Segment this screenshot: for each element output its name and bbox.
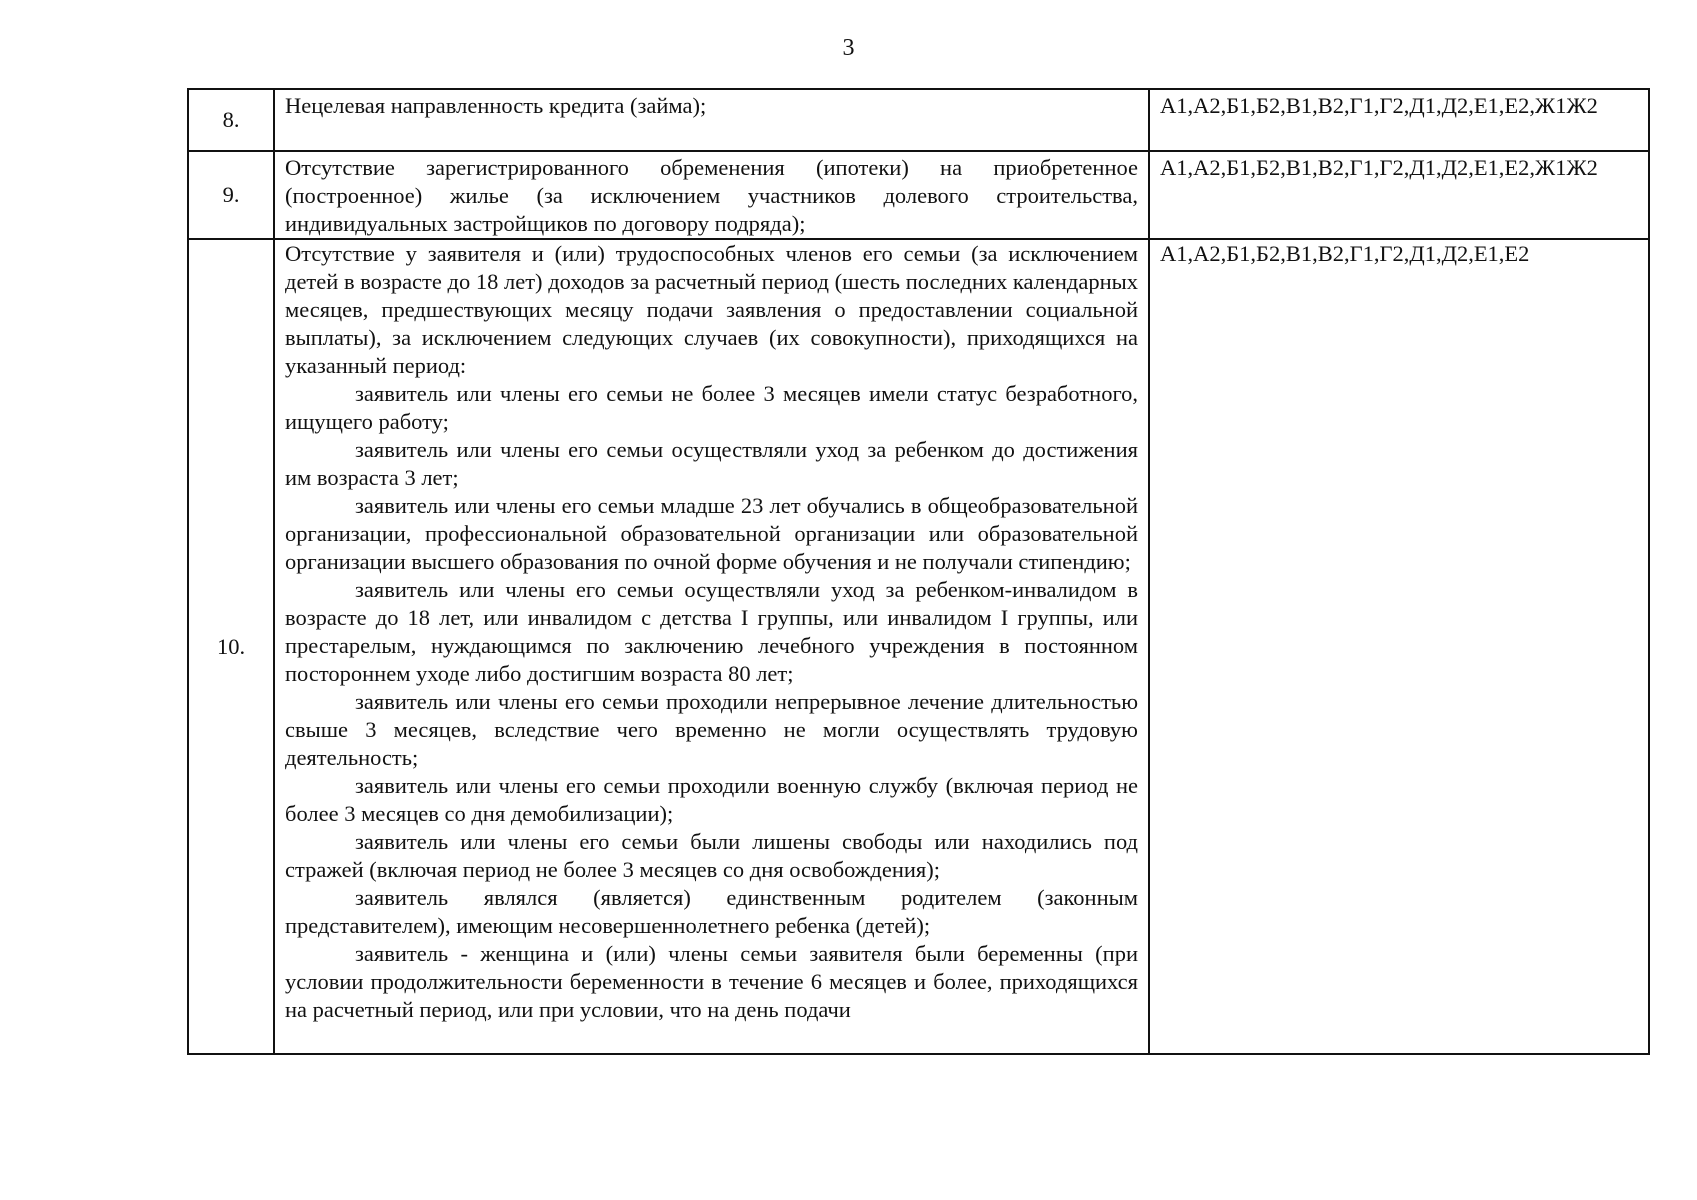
paragraph: заявитель являлся (является) единственным родителем (законным представителем), имеющим несовершеннолетнего ребенка (детей);	[285, 885, 1138, 938]
row-codes: А1,А2,Б1,Б2,В1,В2,Г1,Г2,Д1,Д2,Е1,Е2	[1149, 239, 1649, 1054]
row-number: 8.	[188, 89, 274, 151]
row-codes: А1,А2,Б1,Б2,В1,В2,Г1,Г2,Д1,Д2,Е1,Е2,Ж1Ж2	[1149, 151, 1649, 239]
page-number: 3	[842, 35, 855, 61]
paragraph: заявитель или члены его семьи были лишены свободы или находились под стражей (включая период не более 3 месяцев со дня освобождения);	[285, 829, 1138, 882]
table-row	[188, 239, 1649, 1054]
row-number: 10.	[188, 239, 274, 1054]
paragraph: заявитель или члены его семьи младше 23 лет обучались в общеобразовательной организации, профессиональной образовательной организации или образовательной организации высшего образования по очной форме обучения и не получали стипендию;	[285, 493, 1138, 574]
table-row	[188, 89, 1649, 151]
requirements-table	[187, 88, 1650, 1055]
row-codes: А1,А2,Б1,Б2,В1,В2,Г1,Г2,Д1,Д2,Е1,Е2,Ж1Ж2	[1149, 89, 1649, 151]
paragraph: заявитель или члены его семьи осуществляли уход за ребенком-инвалидом в возрасте до 18 лет, или инвалидом с детства I группы, или инвалидом I группы, или престарелым, нуждающимся по заключению лечебного учреждения в постоянном постороннем уходе либо достигшим возраста 80 лет;	[285, 577, 1138, 686]
row-text	[274, 89, 1149, 151]
row-text	[274, 151, 1149, 239]
table-row	[188, 151, 1649, 239]
row-number: 9.	[188, 151, 274, 239]
paragraph: заявитель или члены его семьи проходили военную службу (включая период не более 3 месяцев со дня демобилизации);	[285, 773, 1138, 826]
paragraph: Отсутствие у заявителя и (или) трудоспособных членов его семьи (за исключением детей в возрасте до 18 лет) доходов за расчетный период (шесть последних календарных месяцев, предшествующих месяцу подачи заявления о предоставлении социальной выплаты), за исключением следующих случаев (их совокупности), приходящихся на указанный период:	[285, 241, 1138, 378]
paragraph: Нецелевая направленность кредита (займа);	[285, 93, 707, 118]
paragraph: заявитель или члены его семьи проходили непрерывное лечение длительностью свыше 3 месяцев, вследствие чего временно не могли осуществлять трудовую деятельность;	[285, 689, 1138, 770]
paragraph: заявитель или члены его семьи осуществляли уход за ребенком до достижения им возраста 3 лет;	[285, 437, 1138, 490]
paragraph: заявитель - женщина и (или) члены семьи заявителя были беременны (при условии продолжительности беременности в течение 6 месяцев и более, приходящихся на расчетный период, или при условии, что на день подачи	[285, 941, 1138, 1022]
paragraph: заявитель или члены его семьи не более 3 месяцев имели статус безработного, ищущего работу;	[285, 381, 1138, 434]
paragraph: Отсутствие зарегистрированного обременения (ипотеки) на приобретенное (построенное) жилье (за исключением участников долевого строительства, индивидуальных застройщиков по договору подряда);	[285, 155, 1138, 236]
row-text	[274, 239, 1149, 1054]
